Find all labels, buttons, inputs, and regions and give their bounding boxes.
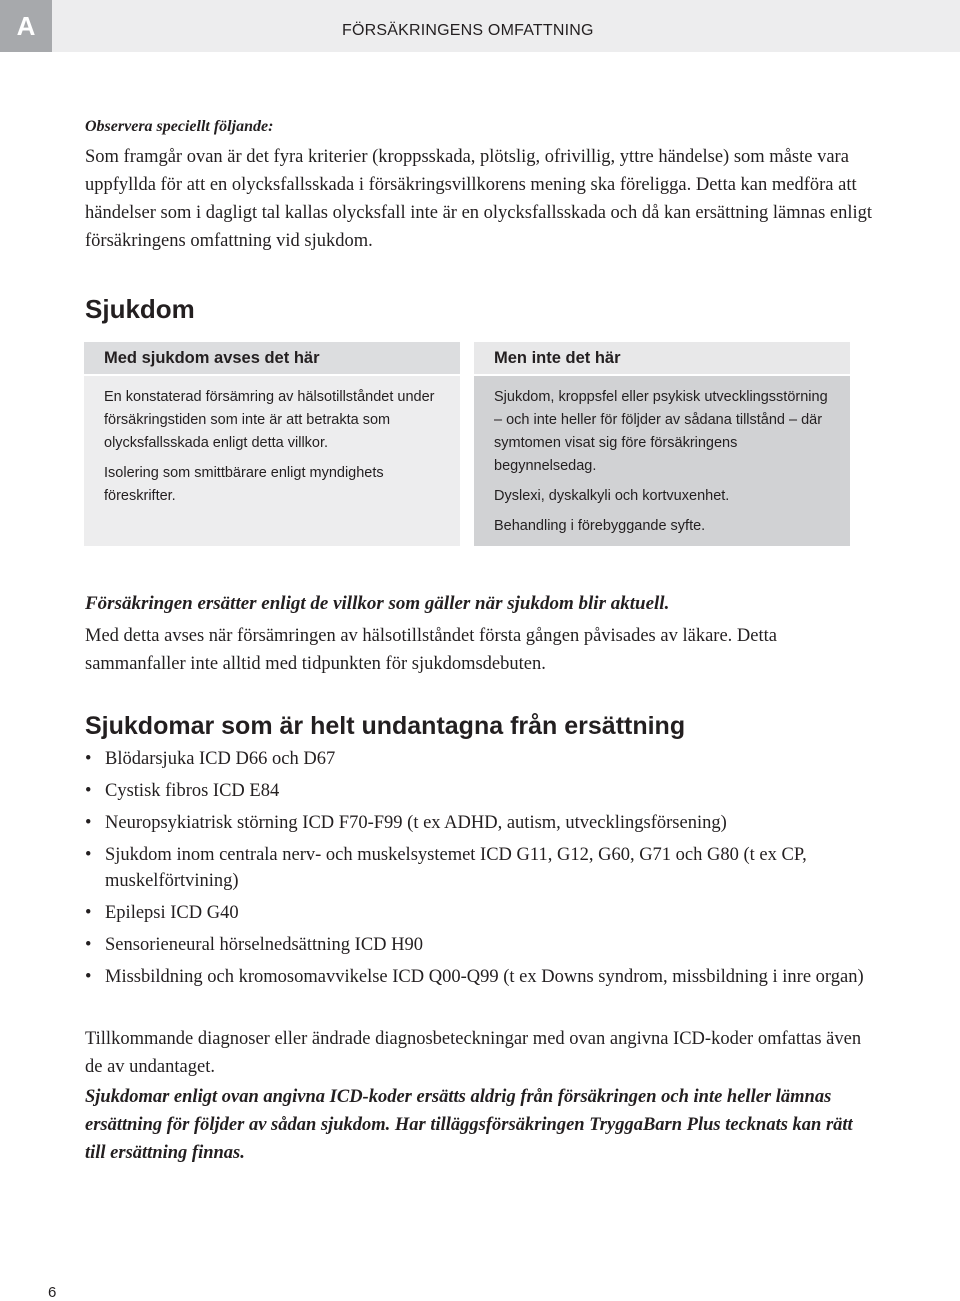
- compensation-title: Försäkringen ersätter enligt de villkor som gäller när sjukdom blir aktuell.: [85, 593, 670, 614]
- included-box-title: Med sjukdom avses det här: [84, 342, 460, 374]
- excluded-box-body: [474, 376, 850, 538]
- list-item: • Missbildning och kromosomavvikelse ICD Q00-Q99 (t ex Downs syndrom, missbildning i inre organ): [85, 964, 875, 990]
- section-title: FÖRSÄKRINGENS OMFATTNING: [342, 22, 594, 39]
- list-item: • Epilepsi ICD G40: [85, 900, 875, 926]
- page-number: 6: [48, 1284, 57, 1301]
- excluded-paragraph: Sjukdom, kroppsfel eller psykisk utvecklingsstörning – och inte heller för följder av sådana tillstånd – där symtomen visat sig före försäkringens begynnelsedag.: [494, 389, 828, 474]
- excluded-diseases-heading: Sjukdomar som är helt undantagna från ersättning: [85, 712, 686, 740]
- list-item: • Sensorieneural hörselnedsättning ICD H90: [85, 932, 875, 958]
- sjukdom-heading: Sjukdom: [85, 294, 195, 324]
- list-item: • Sjukdom inom centrala nerv- och muskelsystemet ICD G11, G12, G60, G71 och G80 (t ex CP, muskelförtvining): [85, 842, 875, 894]
- addition-paragraph: Tillkommande diagnoser eller ändrade diagnosbeteckningar med ovan angivna ICD-koder omfattas även de av undantaget.: [85, 1029, 862, 1077]
- included-paragraph: Isolering som smittbärare enligt myndighets föreskrifter.: [104, 465, 384, 504]
- excluded-diseases-list: [85, 746, 875, 996]
- section-header: [52, 0, 960, 52]
- included-paragraph: En konstaterad försämring av hälsotillståndet under försäkringstiden som inte är att betrakta som olycksfallsskada enligt detta villkor.: [104, 389, 435, 451]
- observe-title: Observera speciellt följande:: [85, 118, 274, 135]
- list-item: • Cystisk fibros ICD E84: [85, 778, 875, 804]
- list-item: • Neuropsykiatrisk störning ICD F70-F99 (t ex ADHD, autism, utvecklingsförsening): [85, 810, 875, 836]
- observe-paragraph: Som framgår ovan är det fyra kriterier (kroppsskada, plötslig, ofrivillig, yttre händelse) som måste vara uppfyllda för att en olycksfallsskada i försäkringsvillkorens mening ska föreligga. Detta kan medföra att händelser som i dagligt tal kallas olycksfall inte är en olycksfallsskada och då kan ersättning lämnas enligt försäkringens omfattning vid sjukdom.: [85, 147, 873, 251]
- included-box: [84, 342, 460, 546]
- excluded-paragraph: Behandling i förebyggande syfte.: [494, 518, 706, 534]
- excluded-box-title: Men inte det här: [474, 342, 850, 374]
- excluded-box: [474, 342, 850, 546]
- excluded-paragraph: Dyslexi, dyskalkyli och kortvuxenhet.: [494, 488, 730, 504]
- section-tab-letter: A: [0, 0, 52, 52]
- included-box-body: [84, 376, 460, 508]
- compensation-paragraph: Med detta avses när försämringen av hälsotillståndet första gången påvisades av läkare. Detta sammanfaller inte alltid med tidpunkten för sjukdomsdebuten.: [85, 626, 777, 674]
- list-item: • Blödarsjuka ICD D66 och D67: [85, 746, 875, 772]
- final-note: Sjukdomar enligt ovan angivna ICD-koder ersätts aldrig från försäkringen och inte heller lämnas ersättning för följder av sådan sjukdom. Har tilläggsförsäkringen TryggaBarn Plus tecknats kan rätt till ersättning finnas.: [85, 1087, 853, 1163]
